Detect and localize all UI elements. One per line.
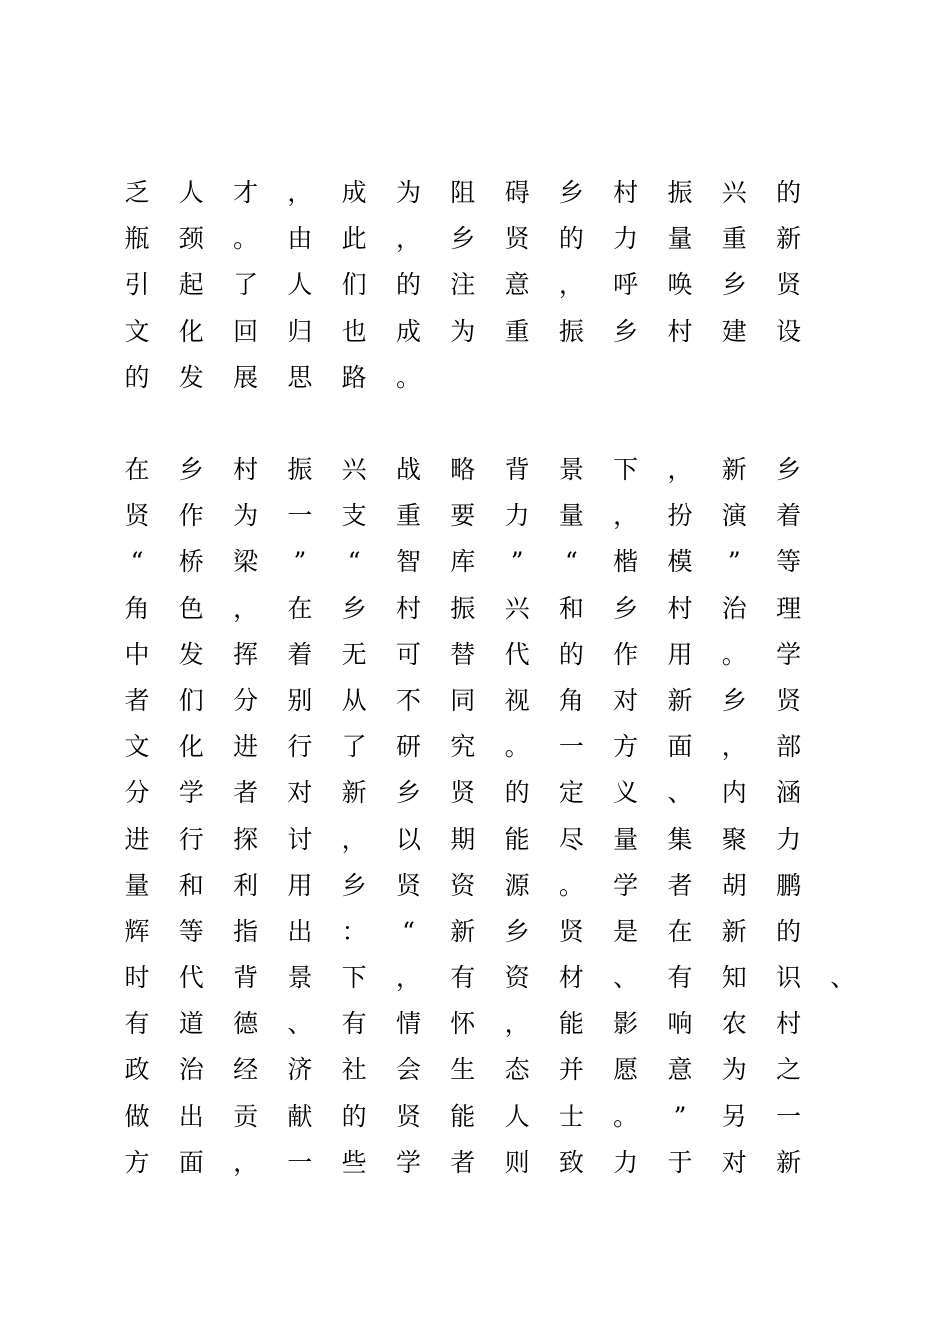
text-line [0,776,950,822]
text-char: 集 [667,824,693,854]
text-char: 、 [613,963,639,993]
text-char: 瓶 [124,224,150,254]
text-char: 会 [395,1055,421,1085]
text-char: 。 [233,224,259,254]
text-char: 角 [124,593,150,623]
text-char: 出 [287,916,313,946]
text-char: 引 [124,270,150,300]
text-char: 唤 [667,270,693,300]
text-char: 化 [178,732,204,762]
text-char: 期 [450,824,476,854]
text-char: 视 [504,685,530,715]
text-char: 乡 [776,455,802,484]
text-char: 成 [341,178,367,207]
text-char: 的 [395,270,421,300]
text-char: ， [558,270,584,300]
text-char: 力 [504,501,530,531]
text-char: 贤 [395,1101,421,1131]
text-char: 作 [613,639,639,669]
text-char: 用 [287,870,313,900]
text-line [0,915,950,961]
text-line [0,1053,950,1099]
text-char: 战 [395,455,421,484]
text-char: 别 [287,685,313,715]
text-char: 发 [178,362,204,392]
text-char: 从 [341,685,367,715]
text-char: 着 [287,639,313,669]
text-char: 下 [341,963,367,993]
text-char: 有 [667,963,693,993]
text-char: 学 [395,1147,421,1177]
text-char: 设 [776,316,802,346]
text-char: ” [293,547,307,577]
text-char: 者 [124,685,150,715]
text-line [0,1146,950,1192]
text-char: 是 [613,916,639,946]
text-char: 兴 [721,178,747,207]
text-char: 对 [287,778,313,808]
text-char: 色 [178,593,204,623]
text-char: 能 [504,824,530,854]
text-char: 振 [558,316,584,346]
text-char: 起 [178,270,204,300]
text-char: 者 [450,1147,476,1177]
text-char: 有 [124,1009,150,1039]
text-char: 才 [233,178,259,207]
text-char: 些 [341,1147,367,1177]
text-char: 社 [341,1055,367,1085]
text-char: 重 [395,501,421,531]
text-char: 新 [667,685,693,715]
text-char: 等 [776,547,802,577]
text-char: 村 [667,593,693,623]
text-char: 为 [721,1055,747,1085]
text-char: 乡 [613,593,639,623]
text-char: 也 [341,316,367,346]
text-char: “ [402,916,415,946]
text-char: 新 [341,778,367,808]
text-char: 等 [178,916,204,946]
text-char: 鹏 [776,870,802,900]
text-char: 新 [776,1147,802,1177]
text-char: 愿 [613,1055,639,1085]
text-char: 出 [178,1101,204,1131]
text-char: 量 [124,870,150,900]
text-char: 此 [341,224,367,254]
text-char: 智 [395,547,421,577]
text-char: 聚 [721,824,747,854]
text-char: 对 [613,685,639,715]
text-char: 思 [287,362,313,392]
text-char: 支 [341,501,367,531]
text-char: 。 [721,639,747,669]
text-char: 振 [667,178,693,207]
text-char: 贤 [124,501,150,531]
text-char: 有 [341,1009,367,1039]
text-char: 指 [233,916,259,946]
text-char: ， [233,1147,259,1177]
text-char: 知 [721,963,747,993]
text-char: 面 [667,732,693,762]
text-char: 方 [613,732,639,762]
text-line [0,176,950,222]
text-char: 景 [287,963,313,993]
text-char: 并 [558,1055,584,1085]
text-char: 生 [450,1055,476,1085]
text-char: 重 [721,224,747,254]
text-char: 农 [721,1009,747,1039]
text-char: 新 [450,916,476,946]
text-char: ， [395,963,421,993]
text-char: 资 [504,963,530,993]
text-char: 乡 [341,593,367,623]
text-char: 成 [395,316,421,346]
text-char: 振 [450,593,476,623]
text-char: 的 [558,224,584,254]
text-char: 模 [667,547,693,577]
text-char: 资 [450,870,476,900]
text-char: 无 [341,639,367,669]
text-char: 治 [178,1055,204,1085]
text-char: 进 [124,824,150,854]
text-line [0,222,950,268]
text-char: 贡 [233,1101,259,1131]
text-char: “ [130,547,144,577]
text-line [0,730,950,776]
text-char: 景 [558,455,584,484]
text-char: 的 [776,916,802,946]
text-line [0,315,950,361]
text-char: 涵 [776,778,802,808]
text-char: 乡 [721,685,747,715]
text-char: 一 [558,732,584,762]
text-char: 不 [395,685,421,715]
text-char: 回 [233,316,259,346]
text-char: 贤 [776,685,802,715]
text-char: 响 [667,1009,693,1039]
text-char: 量 [613,824,639,854]
text-char: 中 [124,639,150,669]
text-char: 分 [233,685,259,715]
text-char: 则 [504,1147,530,1177]
text-char: 怀 [450,1009,476,1039]
text-line [0,592,950,638]
text-char: 、 [287,1009,313,1039]
text-char: 人 [504,1101,530,1131]
text-char: 经 [233,1055,259,1085]
text-char: 力 [613,1147,639,1177]
text-char: 新 [721,455,747,484]
text-char: 材 [558,963,584,993]
text-char: 探 [233,824,259,854]
text-char: 做 [124,1101,150,1131]
text-char: 颈 [178,224,204,254]
text-char: 贤 [776,270,802,300]
text-char: ， [504,1009,530,1039]
text-char: 的 [124,362,150,392]
text-char: 了 [233,270,259,300]
text-char: 行 [287,732,313,762]
text-char: 在 [667,916,693,946]
text-char: 为 [233,501,259,531]
text-char: 研 [395,732,421,762]
text-line [0,823,950,869]
text-char: ， [613,501,639,531]
text-line [0,453,950,499]
text-char: 献 [287,1101,313,1131]
text-char: 意 [667,1055,693,1085]
text-char: 乡 [558,178,584,207]
text-char: 文 [124,732,150,762]
text-char: 尽 [558,824,584,854]
text-char: 力 [613,224,639,254]
text-char: 义 [613,778,639,808]
text-char: 部 [776,732,802,762]
text-char: 的 [504,778,530,808]
text-char: 、 [830,963,856,993]
text-char: 分 [124,778,150,808]
text-char: 济 [287,1055,313,1085]
text-char: 挥 [233,639,259,669]
text-char: ” [673,1101,687,1131]
text-char: 学 [776,639,802,669]
text-char: 和 [558,593,584,623]
text-char: 乡 [721,270,747,300]
text-char: 定 [558,778,584,808]
text-char: 楷 [613,547,639,577]
text-line [0,1007,950,1053]
text-char: “ [347,547,361,577]
text-char: 能 [558,1009,584,1039]
paragraph-2 [0,453,950,1192]
text-char: ” [727,547,741,577]
text-char: 村 [667,316,693,346]
text-char: 学 [613,870,639,900]
text-char: 辉 [124,916,150,946]
text-char: 角 [558,685,584,715]
text-char: 贤 [395,870,421,900]
text-char: 讨 [287,824,313,854]
text-char: 同 [450,685,476,715]
text-char: 代 [178,963,204,993]
text-char: 之 [776,1055,802,1085]
text-char: 一 [287,501,313,531]
text-char: 学 [178,778,204,808]
text-char: 道 [178,1009,204,1039]
text-char: 桥 [178,547,204,577]
text-char: 和 [178,870,204,900]
text-char: 背 [233,963,259,993]
text-char: 究 [450,732,476,762]
paragraph-1 [0,176,950,407]
text-char: 兴 [504,593,530,623]
text-char: 兴 [341,455,367,484]
text-char: 为 [395,178,421,207]
text-char: 一 [287,1147,313,1177]
text-char: 者 [233,778,259,808]
text-char: 乡 [504,916,530,946]
text-char: 量 [667,224,693,254]
text-char: 们 [341,270,367,300]
text-char: 着 [776,501,802,531]
text-char: ， [667,455,693,484]
text-char: 库 [450,547,476,577]
text-char: 下 [613,455,639,484]
text-char: 胡 [721,870,747,900]
text-char: 展 [233,362,259,392]
text-char: 理 [776,593,802,623]
text-char: 碍 [504,178,530,207]
text-char: 可 [395,639,421,669]
text-char: 乏 [124,178,150,207]
text-line [0,869,950,915]
text-char: 了 [341,732,367,762]
text-char: 行 [178,824,204,854]
text-line [0,361,950,407]
text-char: 以 [395,824,421,854]
text-line [0,545,950,591]
text-char: ， [721,732,747,762]
text-char: 作 [178,501,204,531]
text-char: 在 [124,455,150,484]
text-char: 士 [558,1101,584,1131]
text-line [0,961,950,1007]
text-char: 内 [721,778,747,808]
text-char: 由 [287,224,313,254]
text-char: 。 [613,1101,639,1131]
text-char: 的 [776,178,802,207]
text-char: 一 [776,1101,802,1131]
text-char: 面 [178,1147,204,1177]
text-char: 呼 [613,270,639,300]
text-char: 时 [124,963,150,993]
text-char: 文 [124,316,150,346]
text-line [0,684,950,730]
text-line [0,268,950,314]
text-char: 略 [450,455,476,484]
text-char: ， [395,224,421,254]
text-char: 源 [504,870,530,900]
text-char: 村 [233,455,259,484]
text-char: 影 [613,1009,639,1039]
text-char: ， [341,824,367,854]
text-char: 要 [450,501,476,531]
text-char: 意 [504,270,530,300]
text-char: 发 [178,639,204,669]
text-char: 的 [558,639,584,669]
text-char: 方 [124,1147,150,1177]
text-char: 政 [124,1055,150,1085]
text-char: ” [510,547,524,577]
text-char: 建 [721,316,747,346]
text-char: 在 [287,593,313,623]
text-char: 们 [178,685,204,715]
text-char: 。 [395,362,421,392]
text-char: 村 [776,1009,802,1039]
text-char: 为 [450,316,476,346]
text-char: 用 [667,639,693,669]
text-char: 村 [395,593,421,623]
text-char: 贤 [450,778,476,808]
text-char: 。 [558,870,584,900]
text-char: 对 [721,1147,747,1177]
text-char: 情 [395,1009,421,1039]
text-char: 治 [721,593,747,623]
text-char: 新 [776,224,802,254]
text-char: 识 [776,963,802,993]
text-char: 化 [178,316,204,346]
text-char: 村 [613,178,639,207]
text-char: ： [341,916,367,946]
text-char: 进 [233,732,259,762]
text-char: 者 [667,870,693,900]
text-char: 注 [450,270,476,300]
text-char: 另 [721,1101,747,1131]
text-char: 乡 [450,224,476,254]
text-char: 致 [558,1147,584,1177]
text-line [0,1100,950,1146]
text-char: 、 [667,778,693,808]
text-line [0,638,950,684]
text-char: 贤 [558,916,584,946]
text-char: 替 [450,639,476,669]
text-char: ， [287,178,313,207]
text-char: 利 [233,870,259,900]
text-char: 重 [504,316,530,346]
text-char: “ [565,547,578,577]
text-char: 乡 [341,870,367,900]
text-char: 态 [504,1055,530,1085]
text-char: ， [233,593,259,623]
text-char: 乡 [613,316,639,346]
text-char: 乡 [178,455,204,484]
text-char: 归 [287,316,313,346]
text-char: 能 [450,1101,476,1131]
text-char: 德 [233,1009,259,1039]
text-char: 乡 [395,778,421,808]
text-line [0,499,950,545]
text-char: 新 [721,916,747,946]
text-char: 扮 [667,501,693,531]
text-char: 背 [504,455,530,484]
text-char: 贤 [504,224,530,254]
text-char: 有 [450,963,476,993]
text-char: 梁 [233,547,259,577]
text-char: 人 [178,178,204,207]
text-char: 演 [721,501,747,531]
text-char: 力 [776,824,802,854]
text-char: 阻 [450,178,476,207]
text-char: 人 [287,270,313,300]
text-char: 代 [504,639,530,669]
text-char: 振 [287,455,313,484]
text-char: 的 [341,1101,367,1131]
text-char: 量 [558,501,584,531]
text-char: 路 [341,362,367,392]
text-char: 于 [667,1147,693,1177]
text-char: 。 [504,732,530,762]
